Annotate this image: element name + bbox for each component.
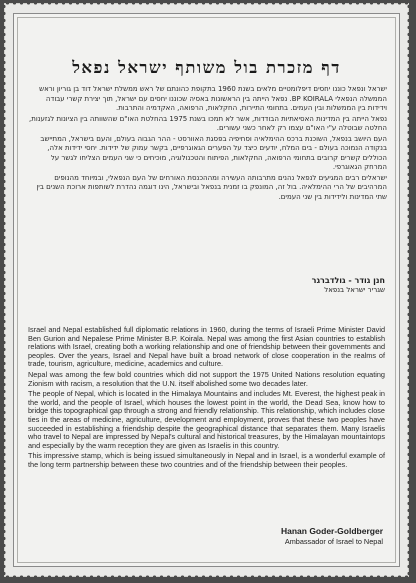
perforation-top xyxy=(4,0,409,6)
english-body xyxy=(28,326,385,472)
perforation-bottom xyxy=(4,574,409,580)
english-paragraph: Israel and Nepal established full diplomatic relations in 1960, during the terms of Israeli Prime Minister David Ben Gurion and Nepalese Prime Minister B.P. Koirala. Nepal was among the first Asian countries to establish relations with Israel, creating both a working relationship and one of friendship between their governments and peoples. Over the years, Israel and Nepal have built a broad network of close cooperation in the realms of trade, tourism, agriculture, medicine, academics and culture. xyxy=(28,325,385,369)
english-paragraph: This impressive stamp, which is being issued simultaneously in Nepal and in Israel, is a wonderful example of the long term partnership between these two countries and of the friendship between their peoples. xyxy=(28,451,385,469)
hebrew-title: דף מזכרת בול משותף ישראל נפאל xyxy=(72,58,341,77)
hebrew-paragraph: ישראל ונפאל כוננו יחסים דיפלומטיים מלאים בשנת 1960 בתקופת כהונתם של ראש ממשלת ישראל דוד בן גוריון וראש הממשלה הנפאלי BP KOIRALA. נפאל הייתה בין הראשונות באסיה שכוננו יחסים עם ישראל, תוך יצירת קשרי עבודה וידידות בין הממשלות ובין העמים. בתחומי התיירות, החקלאות, הרפואה, האקדמיה והתרבות. xyxy=(39,85,387,112)
english-signature xyxy=(281,526,383,546)
hebrew-paragraph: העם היושב בנפאל, השוכנת ברכס ההימלאיה וסחיפיה בפסגת האוורסט - ההר הגבוה בעולם, והעם בישראל, המתיישב בנקודה הנמוכה בעולם - בים המלח, יודעים כיצד על הפערים הגאוגרפיים, בקשר עמוק של ידידות. יחסי ידידות אלה, הכוללים קשרים קרובים בתחומי הרפואה, החקלאות, הפיתוח והטכנולוגיה, מוכיחים כי שני העמים הצליחו לגשר על המרחק הגאוגרפי. xyxy=(40,134,387,171)
perforation-left xyxy=(1,3,7,577)
hebrew-paragraph: ישראלים רבים המגיעים לנפאל נהנים מתרבותה העשירה ומההכנסת האורחים של העם הנפאלי, ובמיוחד מהנופים המרהיבים של הרי ההימלאיה. בול זה, המונפק בו זמנית בנפאל ובישראל, הינו דוגמה נהדרת לשותפות ארוכת השנים בין שתי המדינות ולידידות בין שני העמים. xyxy=(36,173,387,201)
hebrew-signature xyxy=(312,276,385,294)
english-signature-name: Hanan Goder-Goldberger xyxy=(280,526,383,536)
english-paragraph: The people of Nepal, which is located in the Himalaya Mountains and includes Mt. Everest, the highest peak in the world, and the people of Israel, which houses the lowest point in the world, the Dead Sea, know how to bridge this topographical gap through a strong and friendly relationship. This relationship, which includes close ties in the areas of medicine, agriculture, development and employment, proves that these two peoples have succeeded in establishing a friendship despite the geographical distance that separates them. Many Israelis who travel to Nepal are impressed by Nepal's cultural and historical treasures, by the Himalayan mountaintops and especially by the warm reception they are given as Israelis in this country. xyxy=(28,389,385,450)
souvenir-sheet xyxy=(4,3,409,577)
document-frame xyxy=(13,13,400,567)
perforation-right xyxy=(406,3,412,577)
hebrew-body xyxy=(26,85,387,203)
hebrew-signature-name: חנן גודר - גולדברגר xyxy=(311,276,385,285)
hebrew-paragraph: נפאל הייתה בין המדינות האסיאתיות הבודדות, אשר לא תמכו בשנת 1975 בהחלטת האו"ם שהשוותה בין הציונות לגזענות, החלטה שבוטלה ע"י האו"ם עצמו רק לאחר כשני עשורים. xyxy=(29,114,387,132)
english-paragraph: Nepal was among the few bold countries which did not support the 1975 United Nations resolution equating Zionism with racism, a resolution that the U.N. itself abolished some two decades later. xyxy=(28,369,385,388)
english-signature-role: Ambassador of Israel to Nepal xyxy=(284,537,383,546)
hebrew-signature-role: שגריר ישראל בנפאל xyxy=(324,286,385,294)
